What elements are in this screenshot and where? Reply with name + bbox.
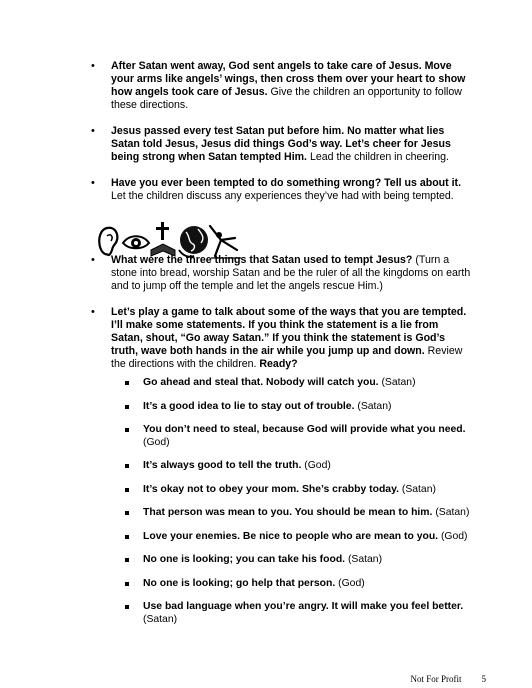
statement-answer: (Satan) bbox=[378, 377, 416, 388]
statement-text: It’s a good idea to lie to stay out of trouble. bbox=[143, 400, 355, 412]
list-item bbox=[91, 177, 473, 203]
statement-text: Love your enemies. Be nice to people who are mean to you. bbox=[143, 530, 439, 542]
statement-answer: (Satan) bbox=[143, 613, 178, 625]
statement-item bbox=[125, 460, 480, 473]
item-text: Give the children an opportunity to follow these directions. bbox=[111, 86, 462, 111]
square-bullet bbox=[125, 381, 129, 385]
statement-item bbox=[125, 401, 480, 414]
square-bullet bbox=[125, 428, 129, 432]
statement-answer: (God) bbox=[143, 436, 170, 448]
list-item bbox=[91, 60, 473, 112]
item-text: Let the children discuss any experiences they’ve had with being tempted. bbox=[111, 190, 454, 202]
statement-answer: (Satan) bbox=[354, 400, 392, 412]
bullet-dot: • bbox=[91, 125, 95, 137]
square-bullet bbox=[125, 464, 129, 468]
ear-icon bbox=[99, 228, 117, 255]
statement-text: No one is looking; go help that person. bbox=[143, 577, 336, 589]
page-footer bbox=[410, 674, 486, 684]
item-bold-text: Let’s play a game to talk about some of the ways that you are tempted. I’ll make some statements. If you think the statement is a lie from Satan, shout, “Go away Satan.” If you think the statement is God’s truth, wave both hands in the air while you jump up and down. bbox=[111, 306, 467, 357]
square-bullet bbox=[125, 558, 129, 562]
statement-item bbox=[125, 601, 480, 626]
square-bullet bbox=[125, 488, 129, 492]
square-bullet bbox=[125, 535, 129, 539]
item-text: (Turn a stone into bread, worship Satan and be the ruler of all the kingdoms on earth and to jump off the temple and let the angels rescue Him.) bbox=[111, 254, 471, 292]
list-item bbox=[91, 254, 473, 293]
statement-answer: (Satan) bbox=[345, 554, 383, 565]
statement-text: It’s okay not to obey your mom. She’s crabby today. bbox=[143, 483, 399, 495]
statement-answer: (God) bbox=[301, 460, 331, 471]
item-text: Review the directions with the children. bbox=[111, 345, 463, 370]
statement-text: Use bad language when you’re angry. It will make you feel better. bbox=[143, 601, 464, 612]
square-bullet bbox=[125, 582, 129, 586]
list-item bbox=[91, 125, 473, 164]
square-bullet bbox=[125, 605, 129, 609]
bullet-dot: • bbox=[91, 306, 95, 318]
bullet-dot: • bbox=[91, 254, 95, 266]
statement-item bbox=[125, 424, 480, 449]
statement-item bbox=[125, 484, 480, 497]
item-text: Lead the children in cheering. bbox=[307, 151, 449, 163]
item-bold-text: After Satan went away, God sent angels to take care of Jesus. Move your arms like angels’ wings, then cross them over your heart to show how angels took care of Jesus. bbox=[111, 60, 466, 98]
statement-text: It’s always good to tell the truth. bbox=[143, 460, 302, 471]
bullet-list-bottom bbox=[91, 254, 473, 371]
statement-item bbox=[125, 531, 480, 544]
statement-answer: (Satan) bbox=[432, 507, 470, 518]
list-item bbox=[91, 306, 473, 371]
statement-answer: (Satan) bbox=[398, 483, 436, 495]
bullet-list-top bbox=[91, 60, 473, 203]
page-number: 5 bbox=[481, 674, 486, 684]
footer-text: Not For Profit bbox=[410, 674, 462, 684]
statement-text: That person was mean to you. You should be mean to him. bbox=[143, 507, 433, 518]
statement-item bbox=[125, 578, 480, 591]
item-bold-text: Have you ever been tempted to do something wrong? Tell us about it. bbox=[111, 177, 462, 189]
statement-text: No one is looking; you can take his food. bbox=[143, 554, 346, 565]
statement-answer: (God) bbox=[438, 530, 468, 542]
item-bold-text: What were the three things that Satan used to tempt Jesus? bbox=[111, 254, 413, 266]
statement-answer: (God) bbox=[335, 577, 365, 589]
square-bullet bbox=[125, 511, 129, 515]
statement-list bbox=[125, 377, 480, 626]
statement-item bbox=[125, 554, 480, 567]
statement-item bbox=[125, 377, 480, 390]
statement-text: Go ahead and steal that. Nobody will catch you. bbox=[143, 377, 379, 388]
bible-cross-icon bbox=[151, 222, 175, 256]
square-bullet bbox=[125, 405, 129, 409]
globe-hands-icon bbox=[179, 226, 208, 257]
ready-text: Ready? bbox=[259, 358, 298, 370]
eye-icon bbox=[123, 236, 149, 248]
statement-text: You don’t need to steal, because God will provide what you need. bbox=[143, 424, 466, 435]
statement-item bbox=[125, 507, 480, 520]
item-bold-text: Jesus passed every test Satan put before him. No matter what lies Satan told Jesus, Jesus did things God’s way. Let’s cheer for Jesus being strong when Satan tempted Him. bbox=[111, 125, 451, 163]
bullet-dot: • bbox=[91, 177, 95, 189]
bullet-dot: • bbox=[91, 60, 95, 72]
